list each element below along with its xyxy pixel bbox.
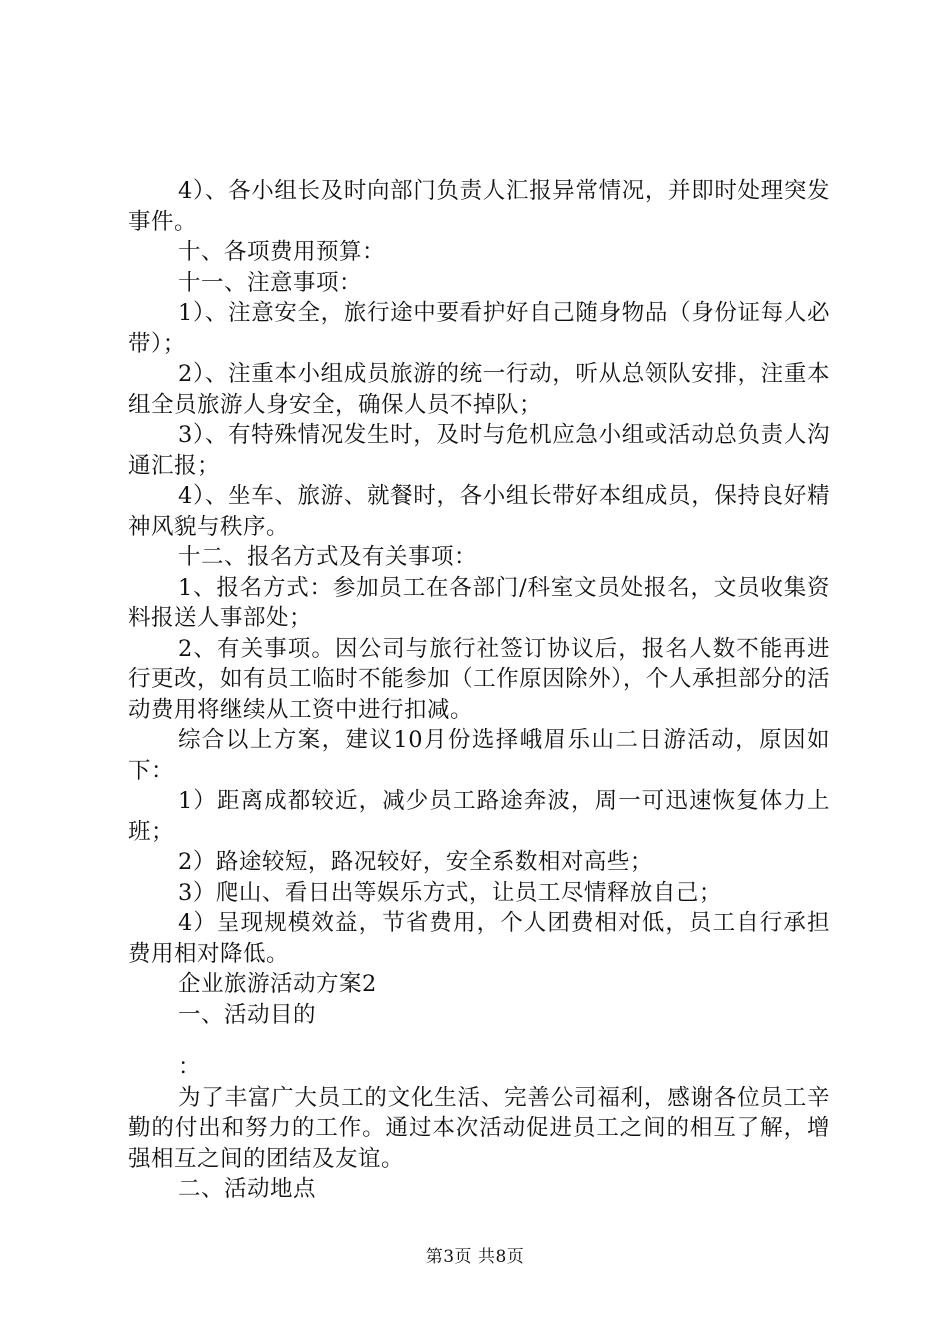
paragraph-reason-3: 3）爬山、看日出等娱乐方式，让员工尽情释放自己； [178,879,722,906]
line-spacer [128,1030,830,1052]
heading-location: 二、活动地点 [178,1176,317,1202]
paragraph-colon: ： [178,1054,202,1080]
paragraph-order: 4）、坐车、旅游、就餐时，各小组长带好本组成员，保持良好精神风貌与秩序。 [128,483,830,540]
heading-plan-2: 企业旅游活动方案2 [178,971,377,997]
heading-purpose: 一、活动目的 [178,1001,317,1028]
paragraph-recommendation: 综合以上方案，建议10月份选择峨眉乐山二日游活动，原因如下： [128,727,830,784]
heading-notes: 十一、注意事项： [178,269,363,296]
page-number-footer: 第3页 共8页 [425,1247,525,1267]
paragraph-special-case: 3）、有特殊情况发生时，及时与危机应急小组或活动总负责人沟通汇报； [128,422,830,479]
heading-registration: 十二、报名方式及有关事项： [178,544,478,570]
paragraph-group-action: 2）、注重本小组成员旅游的统一行动，听从总领队安排，注重本组全员旅游人身安全，确保人员不掉队； [128,361,830,418]
paragraph-item-4-report: 4）、各小组长及时向部门负责人汇报异常情况，并即时处理突发事件。 [128,178,830,235]
paragraph-reason-1: 1）距离成都较近，减少员工路途奔波，周一可迅速恢复体力上班； [128,788,830,845]
heading-budget: 十、各项费用预算： [178,239,386,265]
paragraph-reason-2: 2）路途较短，路况较好，安全系数相对高些； [178,849,653,875]
paragraph-related-matters: 2、有关事项。因公司与旅行社签订协议后，报名人数不能再进行更改，如有员工临时不能参加（工作原因除外），个人承担部分的活动费用将继续从工资中进行扣减。 [128,635,830,723]
paragraph-registration-method: 1、报名方式：参加员工在各部门/科室文员处报名，文员收集资料报送人事部处； [128,574,830,631]
document-body [128,176,830,1205]
paragraph-purpose-text: 为了丰富广大员工的文化生活、完善公司福利，感谢各位员工辛勤的付出和努力的工作。通过本次活动促进员工之间的相互了解，增强相互之间的团结及友谊。 [128,1084,830,1172]
paragraph-reason-4: 4）呈现规模效益，节省费用，个人团费相对低，员工自行承担费用相对降低。 [128,910,830,967]
paragraph-safety: 1）、注意安全，旅行途中要看护好自己随身物品（身份证每人必带）； [128,300,830,357]
